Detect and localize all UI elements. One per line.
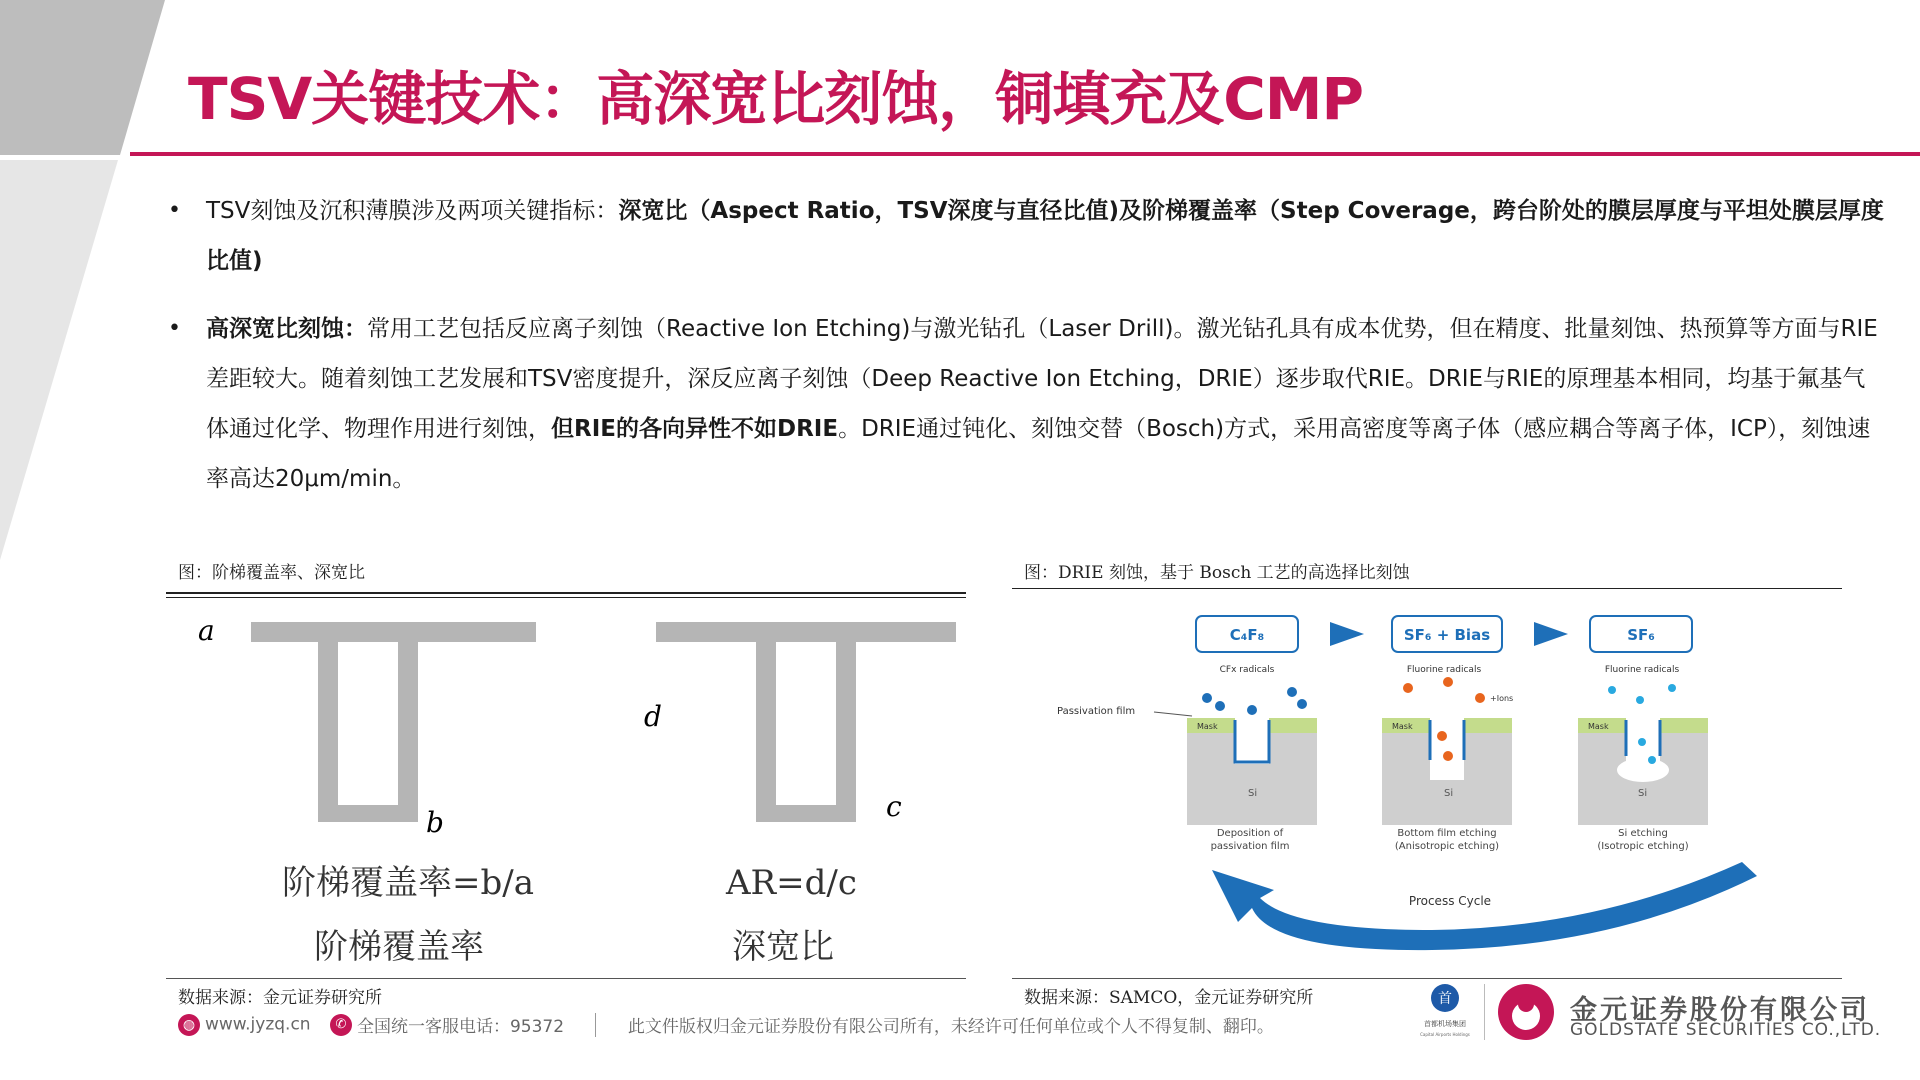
logo-divider <box>1484 984 1485 1040</box>
svg-text:首: 首 <box>1438 991 1452 1007</box>
title-divider <box>130 152 1920 156</box>
bullet-list <box>168 186 1888 522</box>
bullet-dot: • <box>168 316 181 341</box>
figure-left-source: 数据来源：金元证券研究所 <box>178 988 382 1008</box>
figure-right-caption: 图：DRIE 刻蚀，基于 Bosch 工艺的高选择比刻蚀 <box>1024 563 1410 583</box>
formula-step-coverage: 阶梯覆盖率=b/a <box>282 863 534 903</box>
bullet2-heading: 高深宽比刻蚀： <box>206 316 367 342</box>
partner-name-cn: 首都机场集团 <box>1424 1020 1466 1028</box>
bullet-item-2 <box>168 304 1888 504</box>
partner-name-en: Capital Airports Holdings <box>1420 1032 1470 1037</box>
si-label-3: Si <box>1638 788 1648 799</box>
step3-line2: (Isotropic etching) <box>1597 841 1689 852</box>
formula-aspect-ratio: AR=d/c <box>726 863 857 903</box>
si-label-2: Si <box>1444 788 1454 799</box>
bullet-item-1 <box>168 186 1888 286</box>
globe-icon: ◍ <box>178 1014 200 1036</box>
step1-line2: passivation film <box>1210 841 1290 852</box>
step3-line1: Si etching <box>1618 828 1668 839</box>
ions-label: +Ions <box>1490 694 1514 703</box>
process-panel-1 <box>1187 687 1317 825</box>
step-coverage-diagram <box>166 600 966 980</box>
name-step-coverage: 阶梯覆盖率 <box>314 927 484 967</box>
radicals-label-1: CFx radicals <box>1219 665 1275 675</box>
radicals-label-2: Fluorine radicals <box>1406 665 1482 675</box>
footer-website[interactable]: www.jyzq.cn <box>205 1014 311 1035</box>
figure-right-rule <box>1012 588 1842 589</box>
passivation-label: Passivation film <box>1057 706 1136 717</box>
figure-left-caption: 图：阶梯覆盖率、深宽比 <box>178 563 365 583</box>
mask-label-3: Mask <box>1588 722 1609 731</box>
radicals-label-3: Fluorine radicals <box>1604 665 1680 675</box>
mask-label-1: Mask <box>1197 722 1218 731</box>
figure-right-source: 数据来源：SAMCO，金元证券研究所 <box>1024 988 1314 1008</box>
name-aspect-ratio: 深宽比 <box>732 927 834 967</box>
phone-icon: ✆ <box>330 1014 352 1036</box>
gas-label-1: C₄F₈ <box>1229 626 1265 644</box>
process-cycle-label: Process Cycle <box>1408 894 1492 908</box>
drie-bosch-diagram <box>1012 600 1842 970</box>
footer-hotline: 全国统一客服电话：95372 <box>356 1017 565 1037</box>
company-name-en: GOLDSTATE SECURITIES CO.,LTD. <box>1570 1020 1882 1040</box>
label-d: d <box>644 700 662 733</box>
step2-line2: (Anisotropic etching) <box>1394 841 1500 852</box>
footer <box>178 1012 1274 1037</box>
figure-left-bottom-rule <box>166 978 966 979</box>
label-a: a <box>198 614 215 647</box>
gas-label-2: SF₆ + Bias <box>1403 626 1491 644</box>
arrow-right-1 <box>1330 622 1364 646</box>
label-b: b <box>426 806 444 839</box>
bullet2-text: 常用工艺包括反应离子刻蚀（Reactive Ion Etching)与激光钻孔（Laser Drill)。激光钻孔具有成本优势，但在精度、批量刻蚀、热预算等方面与RIE差距较大。随着刻蚀工艺发展和TSV密度提升，深反应离子刻蚀（Deep Reactive Ion Etching，DRIE）逐步取代RIE。DRIE与RIE的原理基本相同，均基于氟基气体通过化学、物理作用进行刻蚀， <box>206 316 1878 442</box>
process-panel-3 <box>1578 684 1708 825</box>
si-label-1: Si <box>1248 788 1258 799</box>
footer-copyright: 此文件版权归金元证券股份有限公司所有，未经许可任何单位或个人不得复制、翻印。 <box>627 1017 1274 1037</box>
bullet1-bold: 深宽比（Aspect Ratio，TSV深度与直径比值)及阶梯覆盖率（Step Coverage，跨台阶处的膜层厚度与平坦处膜层厚度比值) <box>206 198 1884 274</box>
figure-left-rule <box>166 592 966 594</box>
mask-label-2: Mask <box>1392 722 1413 731</box>
company-name-cn: 金元证券股份有限公司 <box>1570 995 1870 1026</box>
footer-divider <box>595 1013 596 1037</box>
step1-line1: Deposition of <box>1216 828 1284 839</box>
arrow-right-2 <box>1534 622 1568 646</box>
bullet2-text-end: 。DRIE通过钝化、刻蚀交替（Bosch)方式，采用高密度等离子体（感应耦合等离子体，ICP），刻蚀速率高达20μm/min。 <box>206 416 1871 492</box>
figure-right-bottom-rule <box>1012 978 1842 979</box>
page-title: TSV关键技术：高深宽比刻蚀，铜填充及CMP <box>188 65 1364 133</box>
step2-line1: Bottom film etching <box>1397 828 1497 839</box>
figure-left-rule-thin <box>166 597 966 598</box>
bullet2-bold: 但RIE的各向异性不如DRIE <box>551 416 839 442</box>
company-logo-icon <box>1494 980 1558 1044</box>
gas-label-3: SF₆ <box>1627 626 1655 644</box>
partner-logo <box>1420 982 1480 1042</box>
bullet1-text: TSV刻蚀及沉积薄膜涉及两项关键指标： <box>206 198 619 224</box>
label-c: c <box>886 790 902 823</box>
bullet-dot: • <box>168 198 181 223</box>
